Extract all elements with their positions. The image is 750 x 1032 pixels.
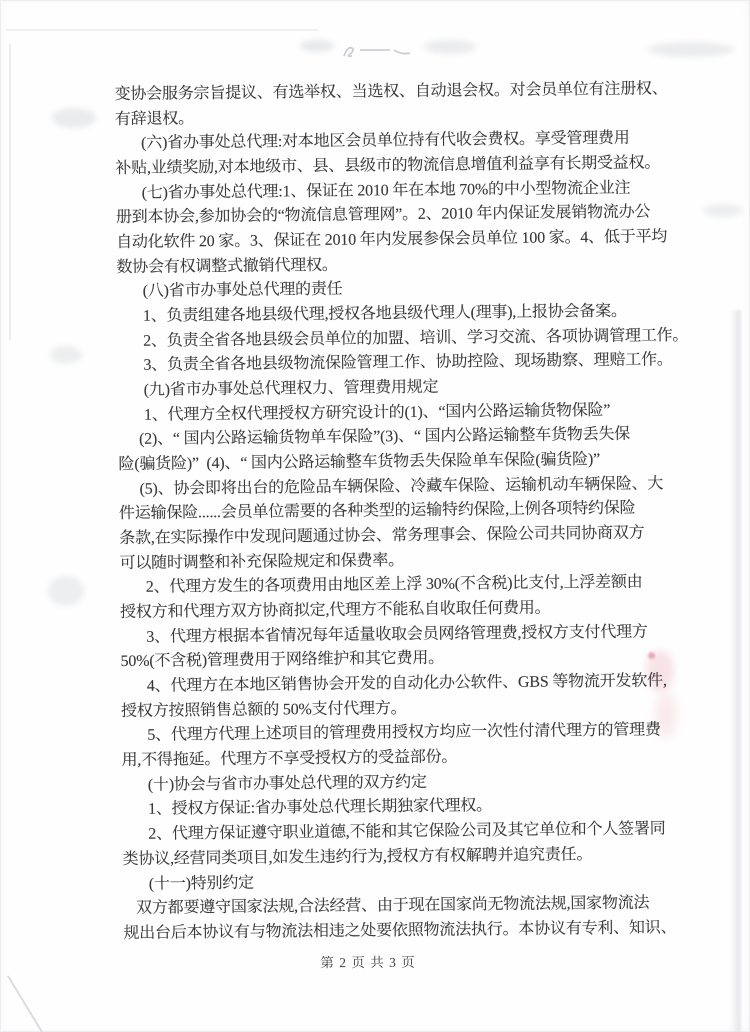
text-line: 授权方和代理方双方协商拟定,代理方不能私自收取任何费用。 (119, 599, 551, 622)
text-line: 条款,在实际操作中发现问题通过协会、常务理事会、保险公司共同协商双方 (119, 524, 645, 548)
text-line: 类协议,经营同类项目,如发生违约行为,授权方有权解聘并追究责任。 (122, 845, 593, 868)
text-line: (十)协会与省市办事处总代理的双方约定 (147, 773, 427, 794)
text-line: 用,不得拖延。代理方不享受授权方的受益部份。 (121, 748, 458, 770)
text-line: 50%(不含税)管理费用于网络维护和其它费用。 (120, 650, 445, 671)
text-line: 可以随时调整和补充保险规定和保费率。 (119, 551, 405, 572)
text-line: 3、代理方根据本省情况每年适量收取会员网络管理费,授权方支付代理方 (146, 623, 648, 646)
gray-smudge-left-margin (52, 108, 96, 128)
text-line: 2、代理方保证遵守职业道德,不能和其它保险公司及其它单位和个人签署同 (148, 820, 666, 843)
text-line: 册到本协会,参加协会的“物流信息管理网”。2、2010 年内保证发展销物流办公 (115, 203, 651, 227)
text-line: (九)省市办事处总代理权力、管理费用规定 (143, 378, 439, 399)
text-line: (5)、协会即将出台的危险品车辆保险、冷藏车保险、运输机动车辆保险、大 (139, 475, 664, 498)
text-line: (七)省办事处总代理:1、保证在 2010 年在本地 70%的中小型物流企业注 (141, 179, 631, 202)
text-line: 授权方按照销售总额的 50%支付代理方。 (120, 699, 407, 720)
text-line: 1、负责组建各地县级代理,授权各地县级代理人(理事),上报协会备案。 (142, 302, 627, 325)
right-edge-shadow (729, 310, 741, 1032)
gray-smudge-left-margin (48, 576, 84, 606)
gray-smudge-left-margin (50, 346, 82, 364)
text-line: (十一)特别约定 (148, 874, 255, 893)
gray-smudge (300, 40, 334, 52)
text-line: 补贴,业绩奖励,对本地级市、县、县级市的物流信息增值利益享有长期受益权。 (115, 154, 661, 178)
text-line: 双方都要遵守国家法规,合法经营、由于现在国家尚无物流法规,国家物流法 (136, 894, 650, 918)
text-line: 数协会有权调整式撤销代理权。 (116, 256, 338, 276)
text-line: (2)、“ 国内公路运输货物单车保险”(3)、“ 国内公路运输整车货物丢失保 (138, 426, 631, 449)
text-line: (六)省办事处总代理:对本地区会员单位持有代收会费权。享受管理费用 (141, 130, 630, 153)
page-number-footer: 第 2 页 共 3 页 (320, 954, 416, 971)
text-line: (八)省市办事处总代理的责任 (142, 281, 343, 301)
document-text-block (114, 77, 708, 947)
text-line: 规出台后本协议有与物流法相违之处要依照物流法执行。本协议有专利、知识、 (123, 919, 677, 942)
gray-smudge-top-right (648, 42, 734, 57)
text-line: 1、授权方保证:省办事处总代理长期独家代理权。 (148, 797, 493, 819)
text-line: 2、代理方发生的各项费用由地区差上浮 30%(不含税)比支付,上浮差额由 (145, 574, 643, 597)
text-line: 险(骗货险)” (4)、“ 国内公路运输整车货物丢失保险单车保险(骗货险)” (118, 451, 601, 474)
gray-smudge (424, 40, 476, 54)
gray-smudge-right (703, 204, 743, 217)
text-line: 3、负责全省各地县级物流保险管理工作、协助控险、现场勘察、理赔工作。 (143, 351, 673, 375)
text-line: 1、代理方全权代理授权方研究设计的(1)、“国内公路运输货物保险” (143, 401, 611, 424)
text-line: 有辞退权。 (114, 109, 194, 128)
text-line: 自动化软件 20 家。3、保证在 2010 年内发展参保会员单位 100 家。4、低于平均 (116, 228, 668, 252)
text-line: 变协会服务宗旨提议、有选举权、当选权、自动退会权。对会员单位有注册权、 (114, 80, 668, 104)
text-line: 件运输保险......会员单位需要的各种类型的运输特约保险,上例各项特约保险 (118, 500, 636, 523)
text-line: 2、负责全省各地县级会员单位的加盟、培训、学习交流、各项协调管理工作。 (143, 326, 689, 350)
text-line: 5、代理方代理上述项目的管理费用授权方均应一次性付清代理方的管理费 (147, 721, 661, 745)
text-line: 4、代理方在本地区销售协会开发的自动化办公软件、GBS 等物流开发软件, (146, 672, 667, 695)
